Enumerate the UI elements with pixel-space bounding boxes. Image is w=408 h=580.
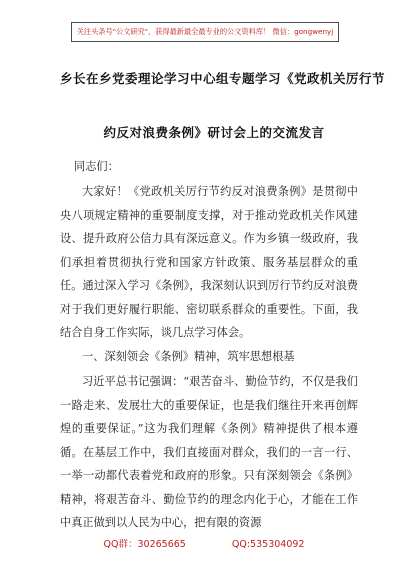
section-heading-1: 一、深刻领会《条例》精神，筑牢思想根基 bbox=[82, 350, 295, 363]
document-title-line-2: 约反对浪费条例》研讨会上的交流发言 bbox=[103, 125, 325, 140]
footer-contact bbox=[0, 536, 408, 550]
salutation: 同志们： bbox=[74, 160, 119, 173]
promo-banner-text: 关注头条号"公文研究"，获得最新最全最专业的公文资料库！ 微信：gongwenyj bbox=[76, 27, 334, 36]
body-paragraph-1: 大家好！《党政机关厉行节约反对浪费条例》是贯彻中央八项规定精神的重要制度支撑，对于推动党政机关作风建设、提升政府公信力具有深远意义。作为乡镇一级政府，我们承担着贯彻执行党和国家方针政策、服务基层群众的重任。通过深入学习《条例》，我深刻认识到厉行节约反对浪费对于我们更好履行职能、密切联系群众的重要性。下面，我结合自身工作实际，谈几点学习体会。 bbox=[60, 185, 358, 339]
footer-qq-number: QQ:535304092 bbox=[231, 539, 305, 550]
document-title-line-1: 乡长在乡党委理论学习中心组专题学习《党政机关厉行节 bbox=[60, 71, 386, 86]
footer-qq-group: QQ群：30265665 bbox=[103, 539, 186, 550]
body-paragraph-2: 习近平总书记强调：“艰苦奋斗、勤俭节约，不仅是我们一路走来、发展壮大的重要保证，也是我们继往开来再创辉煌的重要保证。”这为我们理解《条例》精神提供了根本遵循。在基层工作中，我们直接面对群众，我们的一言一行、一举一动都代表着党和政府的形象。只有深刻领会《条例》精神，将艰苦奋斗、勤俭节约的理念内化于心，才能在工作中真正做到以人民为中心，把有限的资源 bbox=[60, 375, 358, 529]
promo-banner bbox=[71, 22, 339, 42]
